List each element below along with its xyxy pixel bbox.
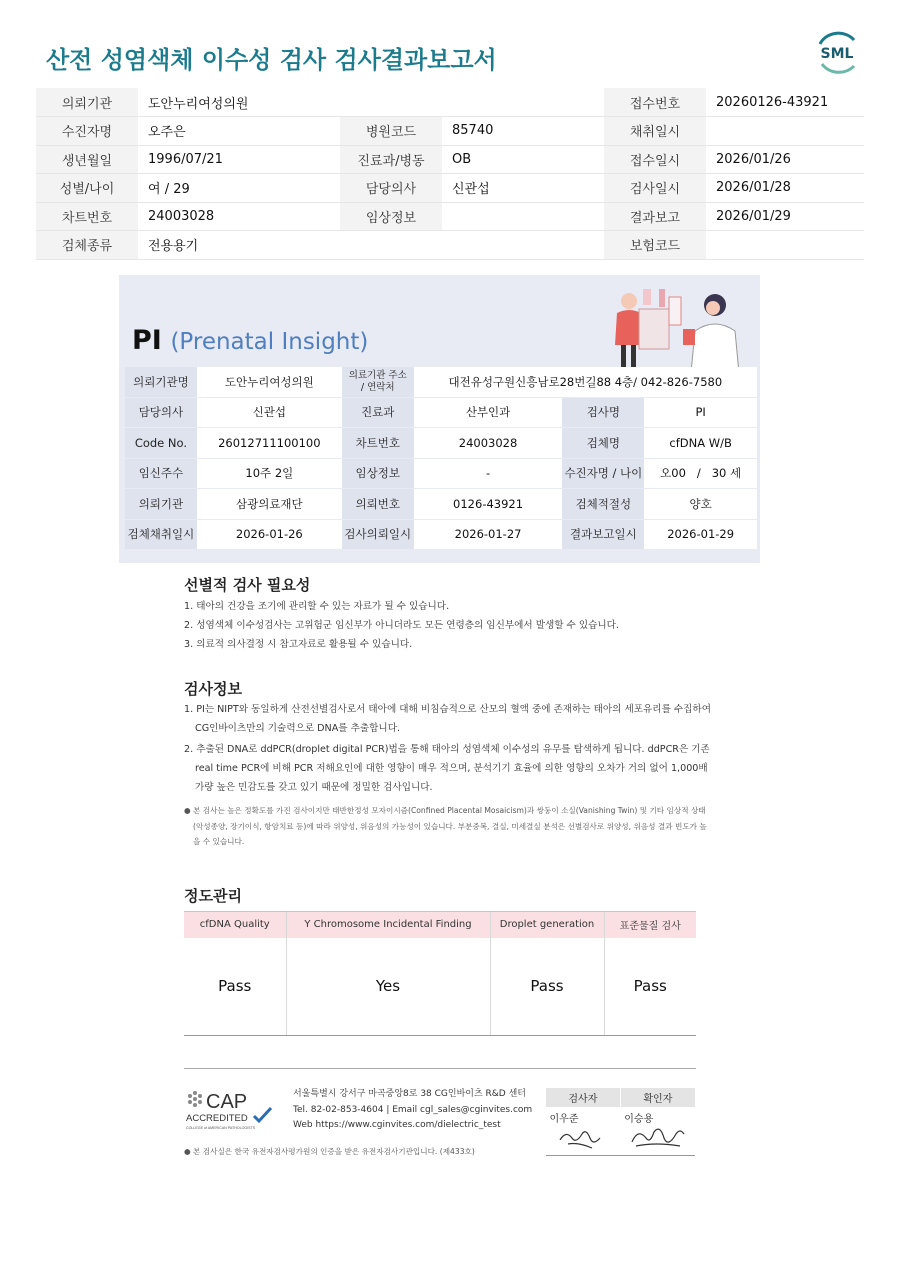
signature-icon <box>554 1124 614 1150</box>
qc-value: Pass <box>604 938 696 1036</box>
list-item: 3. 의료적 의사결정 시 참고자료로 활용될 수 있습니다. <box>184 639 413 650</box>
pi-section <box>119 275 760 563</box>
test-info-title: 검사정보 <box>184 680 242 698</box>
list-item: 1. 태아의 건강을 조기에 관리할 수 있는 자료가 될 수 있습니다. <box>184 601 450 612</box>
patient-info-table <box>36 88 864 260</box>
qc-header: Droplet generation <box>490 912 604 938</box>
qc-header: cfDNA Quality <box>184 912 286 938</box>
label-requesting-org: 의뢰기관 <box>36 88 138 117</box>
qc-title: 정도관리 <box>184 887 242 905</box>
table-row: 성별/나이 여 / 29 담당의사 신관섭 검사일시 2026/01/28 <box>36 174 864 203</box>
table-row: 의뢰기관 삼광의료재단 의뢰번호 0126-43921 검체적절성 양호 <box>125 489 757 520</box>
value-hospital-code: 85740 <box>442 117 604 146</box>
svg-text:CAP: CAP <box>206 1091 248 1113</box>
table-header-row <box>184 912 696 938</box>
table-row: 담당의사 신관섭 진료과 산부인과 검사명 PI <box>125 398 757 429</box>
lab-illustration-icon <box>607 283 747 373</box>
list-item: 2. 추출된 DNA로 ddPCR(droplet digital PCR)법을 통해 태아의 성염색체 이수성의 유무를 탐색하게 됩니다. ddPCR은 기존 <box>184 744 710 755</box>
table-row: 의뢰기관명 도안누리여성의원 의료기관 주소 / 연락처 대전유성구원신흥남로28번길88 4층/ 042-826-7580 <box>125 367 757 398</box>
sml-logo <box>812 30 862 76</box>
pi-info-table <box>125 367 757 550</box>
value-receipt-no: 20260126-43921 <box>706 88 864 117</box>
value-birthdate: 1996/07/21 <box>138 145 340 174</box>
table-row: 차트번호 24003028 임상정보 결과보고 2026/01/29 <box>36 202 864 231</box>
table-row: 검체채취일시 2026-01-26 검사의뢰일시 2026-01-27 결과보고일시 2026-01-29 <box>125 520 757 551</box>
signature-table <box>545 1088 695 1156</box>
cap-accredited-logo <box>184 1088 284 1132</box>
pi-title: PI (Prenatal Insight) <box>132 325 369 356</box>
necessity-title: 선별적 검사 필요성 <box>184 576 311 594</box>
divider <box>184 1068 696 1069</box>
signature-icon <box>628 1124 688 1150</box>
signer-name: 이우준 <box>549 1114 579 1125</box>
svg-text:SML: SML <box>820 46 854 62</box>
table-row: Code No. 26012711100100 차트번호 24003028 검체명 cfDNA W/B <box>125 428 757 459</box>
qc-table <box>184 911 696 1036</box>
qc-value: Pass <box>184 938 286 1036</box>
value-patient-name: 오주은 <box>138 117 340 146</box>
necessity-list <box>184 597 619 654</box>
signer-role: 검사자 <box>546 1088 621 1107</box>
table-row <box>184 938 696 1036</box>
page-title: 산전 성염색체 이수성 검사 검사결과보고서 <box>46 46 497 74</box>
table-row: 검체종류 전용용기 보험코드 <box>36 231 864 260</box>
test-info-list: 1. PI는 NIPT와 동일하게 산전선별검사로서 태아에 대해 비침습적으로 산모의 혈액 중에 존재하는 태아의 세포유리를 수집하여 CG인바이츠만의 기술력으로 DNA를 추출합니다. 2. 추출된 DNA로 ddPCR(droplet digital PCR)법을 통해 태아의 성염색체 이수성의 유무를 탐색하게 됩니다. ddPCR은 기존 real time PCR에 비해 PCR 저해요인에 대한 영향이 매우 적으며, 분석기기 효율에 의한 영향의 오차가 거의 없어 1,000배 가량 높은 민감도를 갖고 있기 때문에 정밀한 검사입니다. <box>184 700 711 797</box>
qc-header: Y Chromosome Incidental Finding <box>286 912 490 938</box>
lab-address: 서울특별시 강서구 마곡중앙8로 38 CG인바이츠 R&D 센터 Tel. 82-02-853-4604 | Email cgl_sales@cginvites.com Web https://www.cginvites.com/dielectric_test <box>293 1089 533 1130</box>
svg-text:COLLEGE of AMERICAN PATHOLOGIS: COLLEGE of AMERICAN PATHOLOGISTS <box>186 1126 256 1130</box>
table-row: 생년월일 1996/07/21 진료과/병동 OB 접수일시 2026/01/26 <box>36 145 864 174</box>
qc-value: Yes <box>286 938 490 1036</box>
label-receipt-no: 접수번호 <box>604 88 706 117</box>
qc-value: Pass <box>490 938 604 1036</box>
table-row: 임신주수 10주 2일 임상정보 - 수진자명 / 나이 오00 / 30 세 <box>125 459 757 490</box>
signer-name: 이승용 <box>624 1114 654 1125</box>
accreditation-note: ● 본 검사실은 한국 유전자검사평가원의 인증을 받은 유전자검사기관입니다. (제433호) <box>184 1147 475 1156</box>
table-row <box>36 88 864 117</box>
list-item: 2. 성염색체 이수성검사는 고위험군 임신부가 아니더라도 모든 연령층의 임신부에서 발생할 수 있습니다. <box>184 620 619 631</box>
signer-role: 확인자 <box>620 1088 695 1107</box>
list-item: 1. PI는 NIPT와 동일하게 산전선별검사로서 태아에 대해 비침습적으로 산모의 혈액 중에 존재하는 태아의 세포유리를 수집하여 <box>184 704 711 715</box>
svg-text:ACCREDITED: ACCREDITED <box>186 1113 248 1124</box>
disclaimer-note: ● 본 검사는 높은 정확도를 가진 검사이지만 태반한정성 모자이시즘(Confined Placental Mosaicism)과 쌍둥이 소실(Vanishing Twin) 및 기타 임상적 상태 (악성종양, 장기이식, 항암치료 등)에 따라 위양성, 위음성의 가능성이 있습니다. 부분중복, 결실, 미세결실 분석은 선별검사로 위양성, 위음성 결과 빈도가 높 을 수 있습니다. <box>184 806 707 846</box>
qc-header: 표준물질 검사 <box>604 912 696 938</box>
value-requesting-org: 도안누리여성의원 <box>138 88 340 117</box>
table-row: 수진자명 오주은 병원코드 85740 채취일시 <box>36 117 864 146</box>
